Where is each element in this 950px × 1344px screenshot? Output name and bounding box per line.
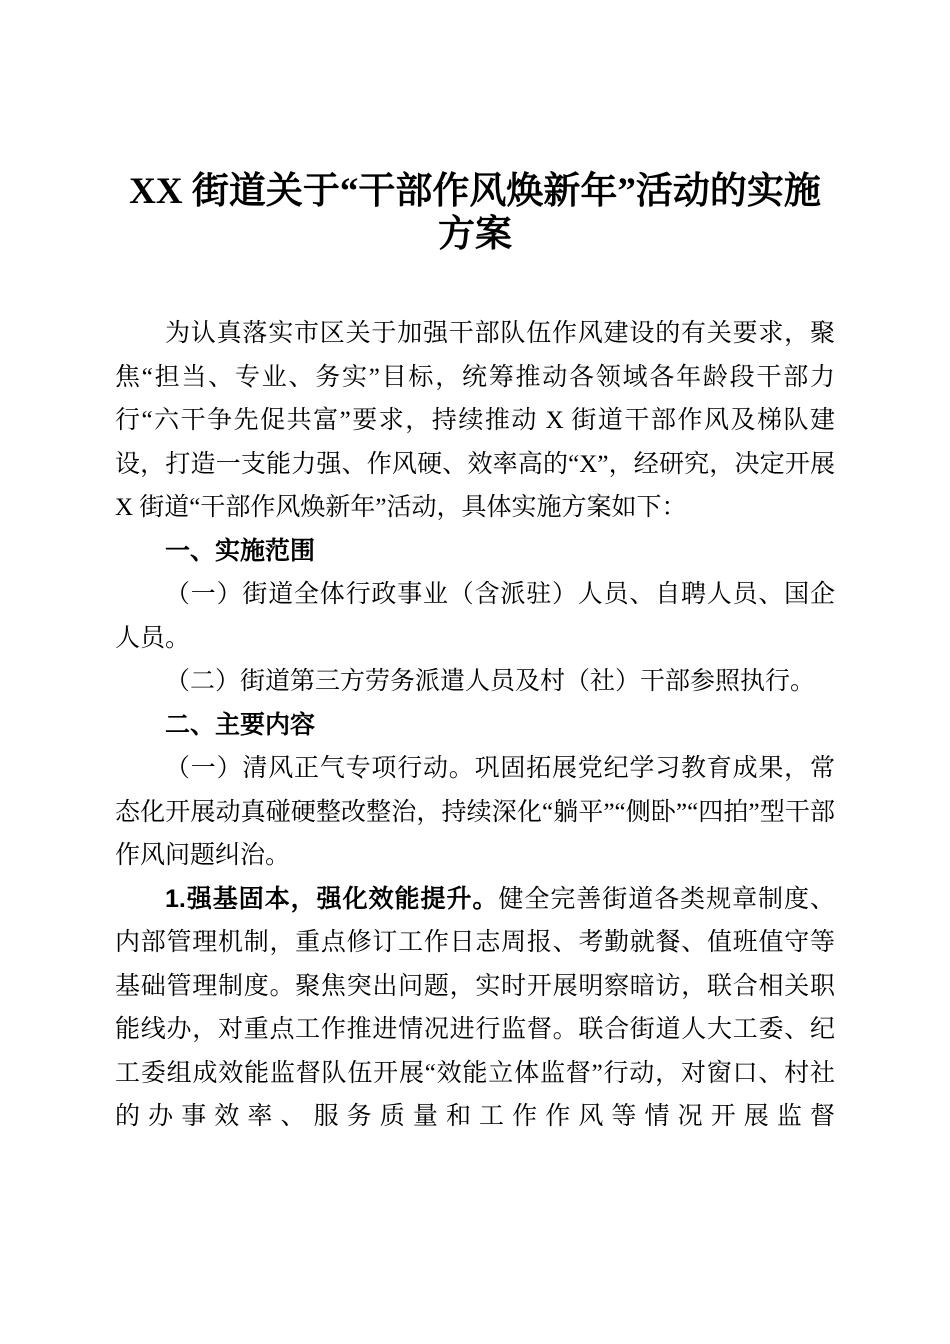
paragraph-action-qingfeng: （一）清风正气专项行动。巩固拓展党纪学习教育成果，常态化开展动真碰硬整改整治，持续深化“躺平”“侧卧”“四拍”型干部作风问题纠治。 [115, 755, 835, 869]
document-title [115, 170, 835, 256]
paragraph-item-1-qiangji [115, 878, 835, 1139]
document-title-line-1: XX 街道关于“干部作风焕新年”活动的实施 [129, 171, 821, 212]
paragraph-scope-item-1: （一）街道全体行政事业（含派驻）人员、自聘人员、国企人员。 [115, 581, 835, 652]
paragraph-intro: 为认真落实市区关于加强干部队伍作风建设的有关要求，聚焦“担当、专业、务实”目标，统筹推动各领域各年龄段干部力行“六干争先促共富”要求，持续推动 X 街道干部作风及梯队建设，打造一支能力强、作风硬、效率高的“X”，经研究，决定开展 X 街道“干部作风焕新年”活动，具体实施方案如下： [115, 320, 835, 521]
paragraph-item-1-bold-lead: 1.强基固本，强化效能提升。 [165, 884, 499, 913]
document-title-line-2: 方案 [438, 214, 512, 255]
section-heading-main-content: 二、主要内容 [165, 710, 316, 739]
section-heading-scope: 一、实施范围 [165, 536, 316, 565]
paragraph-scope-item-2: （二）街道第三方劳务派遣人员及村（社）干部参照执行。 [165, 668, 816, 695]
paragraph-item-1-body-text: 健全完善街道各类规章制度、内部管理机制，重点修订工作日志周报、考勤就餐、值班值守等基础管理制度。聚焦突出问题，实时开展明察暗访，联合相关职能线办，对重点工作推进情况进行监督。联合街道人大工委、纪工委组成效能监督队伍开展“效能立体监督”行动，对窗口、村社的办事效率、服务质量和工作作风等情况开展监督 [115, 885, 835, 1130]
